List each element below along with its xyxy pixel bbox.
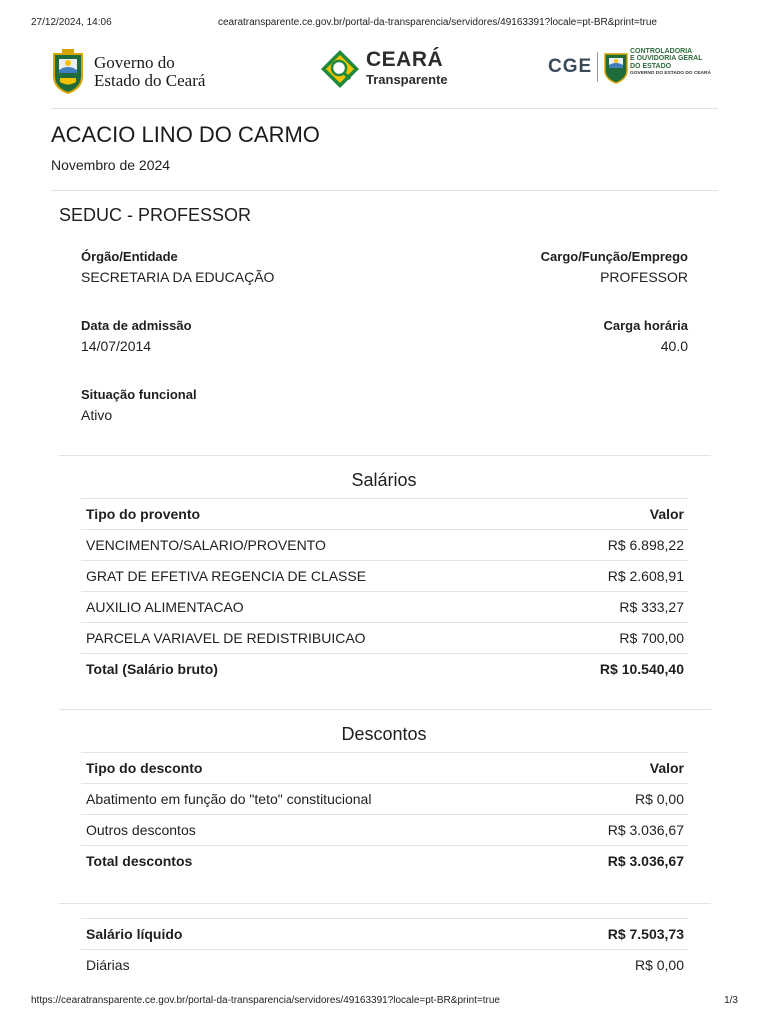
print-footer-url: https://cearatransparente.ce.gov.br/portal-da-transparencia/servidores/49163391?locale=pt-BR&print=true [31, 995, 500, 1006]
col-tipo-header: Tipo do desconto [86, 760, 203, 776]
servidor-name: ACACIO LINO DO CARMO [51, 122, 320, 147]
provento-tipo: AUXILIO ALIMENTACAO [86, 599, 244, 615]
cge-logo [548, 48, 723, 86]
ceara-word: CEARÁ [366, 48, 444, 71]
descontos-title: Descontos [341, 724, 427, 744]
total-row [81, 845, 688, 876]
salario-liquido-label: Salário líquido [86, 926, 183, 942]
carga-label: Carga horária [603, 318, 688, 333]
cge-line3: DO ESTADO [630, 62, 672, 70]
admissao-value: 14/07/2014 [81, 338, 152, 354]
divider [51, 108, 718, 109]
diarias-value: R$ 0,00 [634, 957, 684, 973]
table-row [81, 918, 688, 949]
orgao-label: Órgão/Entidade [81, 249, 178, 264]
vinculo-title: SEDUC - PROFESSOR [59, 205, 252, 225]
salario-liquido-value: R$ 7.503,73 [607, 926, 684, 942]
total-descontos-value: R$ 3.036,67 [607, 853, 684, 869]
situacao-label: Situação funcional [81, 387, 197, 402]
total-bruto-label: Total (Salário bruto) [86, 661, 218, 677]
cargo-label: Cargo/Função/Emprego [540, 249, 688, 264]
table-row [81, 949, 688, 980]
desconto-tipo: Outros descontos [86, 822, 196, 838]
col-valor-header: Valor [649, 760, 684, 776]
diarias-label: Diárias [86, 957, 130, 973]
cge-line1: CONTROLADORIA [630, 48, 693, 55]
salarios-title: Salários [351, 470, 417, 490]
provento-tipo: PARCELA VARIAVEL DE REDISTRIBUICAO [86, 630, 366, 646]
provento-valor: R$ 2.608,91 [607, 568, 684, 584]
table-row [81, 783, 688, 814]
page-number: 1/3 [724, 995, 738, 1006]
table-row [81, 622, 688, 653]
total-descontos-label: Total descontos [86, 853, 193, 869]
ceara-coat-of-arms-icon [50, 48, 86, 94]
table-row [81, 814, 688, 845]
ceara-transparente-logo [320, 48, 460, 90]
cge-coat-of-arms-icon [603, 50, 629, 84]
divider [51, 190, 718, 191]
cargo-value: PROFESSOR [600, 269, 688, 285]
col-tipo-header: Tipo do provento [86, 506, 201, 522]
provento-tipo: VENCIMENTO/SALARIO/PROVENTO [86, 537, 326, 553]
provento-tipo: GRAT DE EFETIVA REGENCIA DE CLASSE [86, 568, 367, 584]
table-header-row [81, 752, 688, 783]
total-bruto-value: R$ 10.540,40 [599, 661, 684, 677]
carga-value: 40.0 [660, 338, 688, 354]
orgao-value: SECRETARIA DA EDUCAÇÃO [81, 269, 275, 285]
ceara-sub: Transparente [366, 72, 448, 87]
period: Novembro de 2024 [51, 157, 171, 173]
governo-line2: Estado do Ceará [94, 71, 206, 90]
total-row [81, 653, 688, 684]
descontos-table [81, 752, 688, 876]
divider [59, 903, 711, 904]
col-valor-header: Valor [649, 506, 684, 522]
cge-line4: GOVERNO DO ESTADO DO CEARÁ [630, 71, 711, 77]
desconto-valor: R$ 0,00 [634, 791, 684, 807]
table-row [81, 529, 688, 560]
cge-word: CGE [548, 56, 593, 77]
governo-line1: Governo do [94, 53, 175, 72]
desconto-valor: R$ 3.036,67 [607, 822, 684, 838]
provento-valor: R$ 6.898,22 [607, 537, 684, 553]
table-header-row [81, 498, 688, 529]
cge-line2: E OUVIDORIA GERAL [630, 55, 703, 63]
divider [59, 455, 711, 456]
liquido-table [81, 918, 688, 980]
table-row [81, 591, 688, 622]
print-datetime: 27/12/2024, 14:06 [31, 17, 112, 28]
provento-valor: R$ 333,27 [619, 599, 684, 615]
print-url: cearatransparente.ce.gov.br/portal-da-transparencia/servidores/49163391?locale=pt-BR&print=true [218, 17, 657, 28]
divider [59, 709, 711, 710]
table-row [81, 560, 688, 591]
situacao-value: Ativo [81, 407, 113, 423]
desconto-tipo: Abatimento em função do "teto" constitucional [86, 791, 372, 807]
admissao-label: Data de admissão [81, 318, 192, 333]
salarios-table [81, 498, 688, 684]
governo-ceara-logo [50, 48, 230, 96]
magnifier-sun-icon [320, 49, 360, 89]
provento-valor: R$ 700,00 [619, 630, 684, 646]
